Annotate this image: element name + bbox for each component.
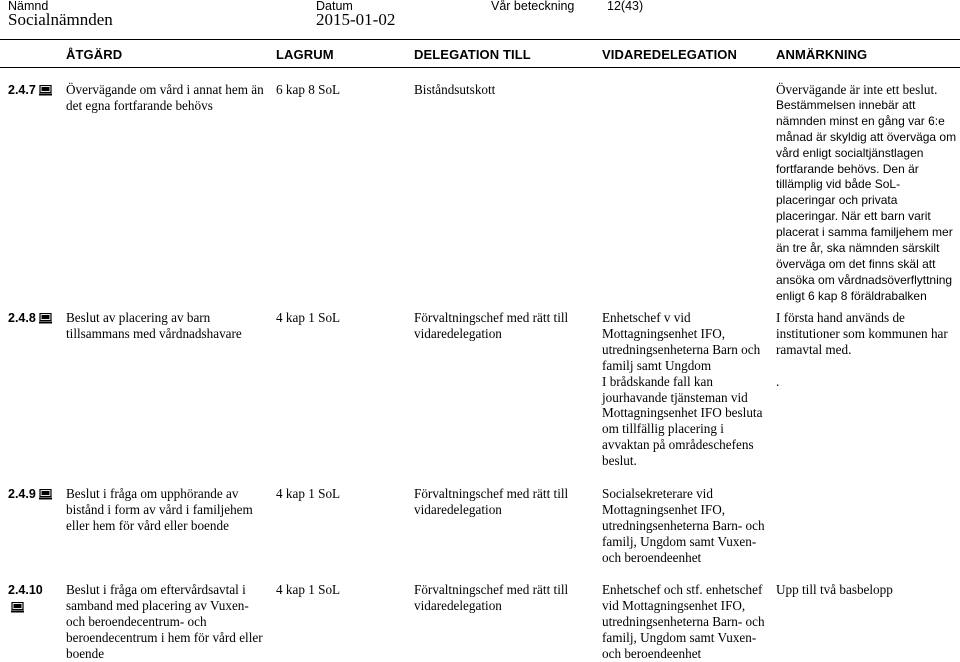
row-number [8, 82, 52, 100]
atgard-line: Övervägande om vård i annat hem än [66, 82, 264, 97]
row-number [8, 486, 52, 504]
vidaredelegation-line: om tillfällig placering i [602, 421, 724, 437]
section-number: 2.4.7 [8, 83, 36, 97]
vidaredelegation-line: jourhavande tjänsteman vid [602, 389, 748, 405]
delegation-line: vidaredelegation [414, 597, 502, 613]
atgard-line: eller hem för vård eller boende [66, 517, 229, 533]
anmarkning-line: ansöka om vårdnadsöverflyttning [776, 272, 953, 287]
atgard-line: beroendecentrum i hem för vård eller [66, 629, 263, 645]
datum-label: Datum [316, 0, 353, 13]
vidaredelegation-line: avvaktan på områdeschefens [602, 437, 754, 453]
datum-value: 2015-01-02 [316, 10, 396, 29]
delegation-line: Förvaltningschef med rätt till [414, 582, 569, 597]
atgard-line: och beroendecentrum- och [66, 613, 207, 629]
computer-icon [39, 488, 52, 504]
anmarkning-line: Upp till två basbelopp [776, 582, 893, 597]
row-number [8, 582, 43, 617]
vidaredelegation-line: utredningsenheterna Barn och [602, 341, 761, 357]
anmarkning-line: placeringar. När ett barn varit [776, 209, 931, 224]
beteckning-label: Vår beteckning [491, 0, 575, 13]
column-atgard: ÅTGÄRD [66, 47, 123, 62]
anmarkning-line: tillämplig vid både SoL- [776, 177, 901, 192]
anmarkning-line: än tre år, ska nämnden särskilt [776, 241, 940, 255]
vidaredelegation-line: och beroendeenhet [602, 549, 702, 565]
anmarkning-line: ramavtal med. [776, 341, 852, 357]
anmarkning-line: enligt 6 kap 8 föräldrabalken [776, 288, 927, 303]
anmarkning-line: fortfarande behövs. Den är [776, 161, 919, 176]
vidaredelegation-line: Mottagningsenhet IFO besluta [602, 405, 763, 421]
computer-icon [39, 312, 52, 328]
anmarkning-line: I första hand används de [776, 310, 905, 325]
anmarkning-line: placeringar och privata [776, 193, 898, 208]
delegation-line: vidaredelegation [414, 501, 502, 517]
anmarkning-line: nämnden minst en gång var 6:e [776, 113, 945, 128]
delegation-line: Biståndsutskott [414, 82, 496, 97]
lagrum-text: 4 kap 1 SoL [276, 486, 341, 501]
section-number: 2.4.8 [8, 311, 36, 325]
vidaredelegation-line: familj samt Ungdom [602, 357, 712, 373]
vidaredelegation-line: Enhetschef v vid [602, 310, 691, 325]
computer-icon [39, 84, 52, 100]
atgard-line: Beslut av placering av barn [66, 310, 211, 325]
column-lagrum: LAGRUM [276, 47, 334, 62]
page-number: 12(43) [607, 0, 644, 13]
vidaredelegation-line: familj, Ungdom samt Vuxen- [602, 533, 757, 549]
atgard-line: Beslut i fråga om upphörande av [66, 486, 239, 501]
vidaredelegation-line: och beroendeenhet [602, 645, 702, 661]
delegation-line: Förvaltningschef med rätt till [414, 310, 569, 325]
anmarkning-line: överväga om det finns skäl att [776, 256, 936, 271]
vidaredelegation-line: Enhetschef och stf. enhetschef [602, 582, 763, 597]
column-delegation: DELEGATION TILL [414, 47, 531, 62]
anmarkning-line: . [776, 373, 780, 389]
section-number: 2.4.9 [8, 487, 36, 501]
vidaredelegation-line: beslut. [602, 453, 637, 469]
vidaredelegation-line: Socialsekreterare vid [602, 486, 713, 501]
anmarkning-line: Övervägande är inte ett beslut. [776, 82, 938, 97]
row-number [8, 310, 52, 328]
anmarkning-line: placerat i samma familjehem mer [776, 225, 953, 240]
anmarkning-line: Bestämmelsen innebär att [776, 97, 916, 112]
column-vidaredelegation: VIDAREDELEGATION [602, 47, 737, 62]
atgard-line: tillsammans med vårdnadshavare [66, 325, 242, 341]
lagrum-text: 6 kap 8 SoL [276, 82, 341, 97]
atgard-line: samband med placering av Vuxen- [66, 597, 249, 613]
vidaredelegation-line: Mottagningsenhet IFO, [602, 501, 726, 517]
lagrum-text: 4 kap 1 SoL [276, 310, 341, 325]
delegation-line: Förvaltningschef med rätt till [414, 486, 569, 501]
vidaredelegation-line: Mottagningsenhet IFO, [602, 325, 726, 341]
anmarkning-line: månad är skyldig att överväga om [776, 129, 957, 144]
vidaredelegation-line: I brådskande fall kan [602, 373, 713, 389]
section-number: 2.4.10 [8, 583, 43, 597]
computer-icon [11, 601, 24, 617]
vidaredelegation-line: vid Mottagningsenhet IFO, [602, 597, 746, 613]
namnd-value: Socialnämnden [8, 10, 113, 29]
atgard-line: boende [66, 645, 105, 661]
lagrum-text: 4 kap 1 SoL [276, 582, 341, 597]
vidaredelegation-line: familj, Ungdom samt Vuxen- [602, 629, 757, 645]
delegation-line: vidaredelegation [414, 325, 502, 341]
anmarkning-line: vård enligt socialtjänstlagen [776, 145, 924, 160]
atgard-line: det egna fortfarande behövs [66, 97, 213, 113]
vidaredelegation-line: utredningsenheterna Barn- och [602, 613, 765, 629]
vidaredelegation-line: utredningsenheterna Barn- och [602, 517, 765, 533]
atgard-line: bistånd i form av vård i familjehem [66, 501, 253, 517]
anmarkning-line: institutioner som kommunen har [776, 325, 948, 341]
atgard-line: Beslut i fråga om eftervårdsavtal i [66, 582, 246, 597]
column-anmarkning: ANMÄRKNING [776, 47, 868, 62]
namnd-label: Nämnd [8, 0, 49, 13]
